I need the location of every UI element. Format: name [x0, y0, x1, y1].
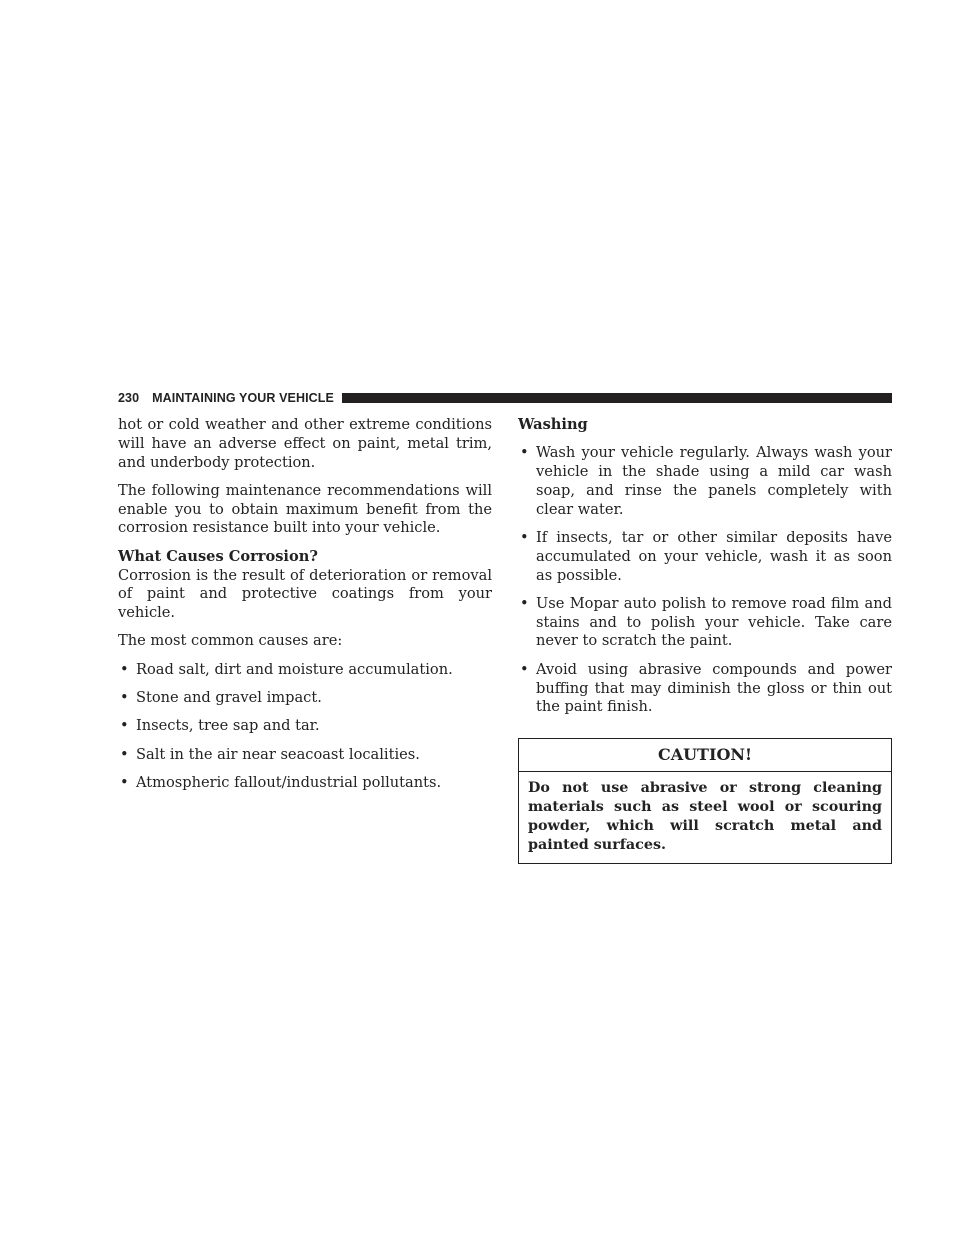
- bullet-icon: •: [120, 745, 129, 763]
- list-item-text: Avoid using abrasive compounds and power buffing that may diminish the gloss or thin out the paint finish.: [536, 660, 892, 716]
- list-item-text: Road salt, dirt and moisture accumulation.: [136, 660, 453, 678]
- list-item-text: If insects, tar or other similar deposits have accumulated on your vehicle, wash it as soon as possible.: [536, 528, 892, 584]
- bullet-icon: •: [120, 717, 129, 735]
- list-item-text: Insects, tree sap and tar.: [136, 717, 320, 735]
- causes-intro: The most common causes are:: [118, 632, 343, 650]
- list-item: [518, 595, 892, 651]
- corrosion-paragraph: Corrosion is the result of deterioration or removal of paint and protective coatings from your vehicle.: [118, 566, 492, 622]
- caution-body: Do not use abrasive or strong cleaning materials such as steel wool or scouring powder, which will scratch metal and painted surfaces.: [528, 780, 882, 853]
- bullet-icon: •: [120, 689, 129, 707]
- bullet-icon: •: [520, 594, 529, 612]
- bullet-icon: •: [120, 660, 129, 678]
- list-item-text: Salt in the air near seacoast localities.: [136, 745, 420, 763]
- washing-heading: Washing: [518, 416, 588, 433]
- header-rule: [342, 393, 892, 403]
- left-column: [118, 416, 492, 802]
- list-item-text: Use Mopar auto polish to remove road film and stains and to polish your vehicle. Take care never to scratch the paint.: [536, 594, 892, 650]
- caution-box: [518, 738, 892, 864]
- bullet-icon: •: [520, 660, 529, 678]
- causes-list: [118, 661, 492, 793]
- caution-title: CAUTION!: [519, 739, 891, 772]
- washing-list: [518, 444, 892, 717]
- right-column: [518, 416, 892, 864]
- bullet-icon: •: [520, 444, 529, 462]
- list-item: [118, 746, 492, 765]
- list-item: [518, 529, 892, 585]
- list-item: [118, 774, 492, 793]
- section-title: MAINTAINING YOUR VEHICLE: [152, 391, 334, 405]
- list-item: [118, 689, 492, 708]
- list-item-text: Stone and gravel impact.: [136, 689, 322, 707]
- list-item: [118, 661, 492, 680]
- page-number: 230: [118, 391, 140, 405]
- page-header: [118, 390, 892, 406]
- list-item: [118, 717, 492, 736]
- bullet-icon: •: [120, 773, 129, 791]
- list-item-text: Wash your vehicle regularly. Always wash your vehicle in the shade using a mild car wash soap, and rinse the panels completely with clear water.: [536, 444, 892, 518]
- intro-paragraph: hot or cold weather and other extreme conditions will have an adverse effect on paint, metal trim, and underbody protection.: [118, 416, 492, 471]
- list-item: [518, 444, 892, 519]
- recommendation-paragraph: The following maintenance recommendations will enable you to obtain maximum benefit from the corrosion resistance built into your vehicle.: [118, 481, 492, 537]
- bullet-icon: •: [520, 528, 529, 546]
- list-item-text: Atmospheric fallout/industrial pollutants.: [136, 773, 442, 791]
- list-item: [518, 661, 892, 717]
- corrosion-heading: What Causes Corrosion?: [118, 547, 318, 565]
